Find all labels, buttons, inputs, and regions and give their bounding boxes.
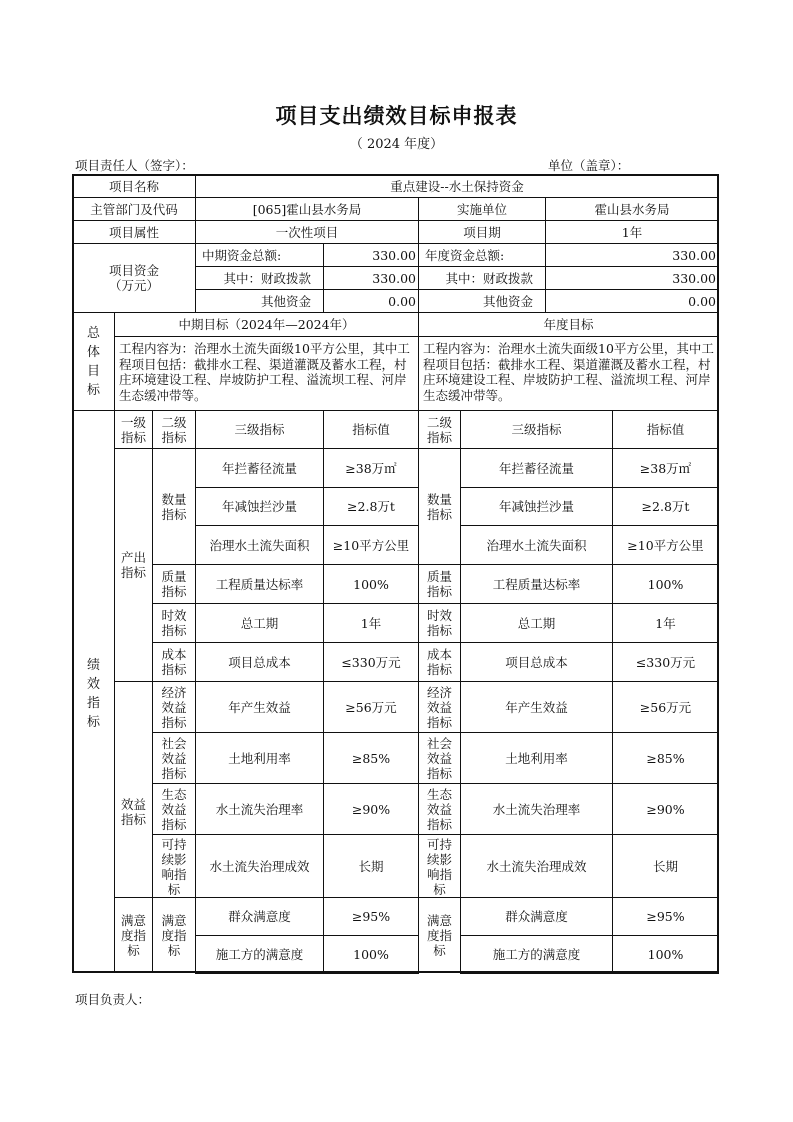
project-manager-label: 项目负责人： [75,992,151,1007]
year-goal-header: 年度目标 [418,312,719,337]
level3-cell-year: 年拦蓄径流量 [460,448,613,488]
level2-social-year [418,732,461,784]
level3-cell-year: 项目总成本 [460,642,613,682]
value-cell-year: ≥10平方公里 [612,525,719,565]
value-cell-year: ≥90% [612,783,719,835]
period-value: 1年 [545,220,719,244]
level1-benefit [114,681,153,898]
level2-cost-text: 成本指标 [161,647,187,677]
year-total-value: 330.00 [545,243,719,267]
level2-satisfaction [152,897,196,973]
col-level2-header [152,410,196,449]
level3-cell: 群众满意度 [195,897,324,936]
level3-cell-year: 施工方的满意度 [460,935,613,974]
level2-timeliness-year [418,603,461,643]
value-cell: ≥2.8万t [323,487,419,526]
level3-cell: 年产生效益 [195,681,324,733]
col-level3-header: 三级指标 [195,410,324,449]
level2-sustainable-text: 可持续影响指标 [161,837,187,897]
value-cell: ≥38万㎡ [323,448,419,488]
overall-goal-label-text: 总体目标 [86,325,100,398]
col-value-header: 指标值 [323,410,419,449]
year-total-label: 年度资金总额: [418,243,546,267]
level3-cell-year: 群众满意度 [460,897,613,936]
funds-label-line1: 项目资金 [108,263,159,278]
level3-cell-year: 年减蚀拦沙量 [460,487,613,526]
level3-cell-year: 年产生效益 [460,681,613,733]
col-level2-text-year: 二级指标 [426,414,452,445]
value-cell: ≥56万元 [323,681,419,733]
level3-cell-year: 治理水土流失面积 [460,525,613,565]
year-other-value: 0.00 [545,289,719,313]
level1-benefit-text: 效益指标 [120,797,146,827]
indicators-section-label [72,410,115,973]
level2-quantity [152,448,196,565]
page-title: 项目支出绩效目标申报表 [275,104,518,128]
level3-cell: 治理水土流失面积 [195,525,324,565]
mid-goal-text: 工程内容为：治理水土流失面级10平方公里，其中工程项目包括：截排水工程、渠道灌溉及蓄水工程，村庄环境建设工程、岸坡防护工程、溢流坝工程、河岸生态缓冲带等。 [114,336,419,411]
level2-quality [152,564,196,604]
mid-other-value: 0.00 [323,289,419,313]
project-name-value: 重点建设--水土保持资金 [195,174,719,198]
funds-label [72,243,196,313]
indicators-section-label-text: 绩效指标 [86,658,100,730]
value-cell-year: 长期 [612,834,719,898]
overall-goal-label [72,312,115,411]
mid-goal-header: 中期目标（2024年—2024年） [114,312,419,337]
level3-cell: 施工方的满意度 [195,935,324,974]
level2-ecological-year-text: 生态效益指标 [426,786,452,832]
level2-cost-year [418,642,461,682]
mid-fiscal-label: 其中：财政拨款 [195,266,324,290]
col-level3-header-year: 三级指标 [460,410,613,449]
value-cell: 100% [323,564,419,604]
col-level2-header-year [418,410,461,449]
impl-unit-value: 霍山县水务局 [545,197,719,221]
level2-quantity-text: 数量指标 [161,491,187,522]
level2-social-year-text: 社会效益指标 [426,735,452,781]
level3-cell: 工程质量达标率 [195,564,324,604]
impl-unit-label: 实施单位 [418,197,546,221]
value-cell-year: ≥2.8万t [612,487,719,526]
level3-cell-year: 总工期 [460,603,613,643]
value-cell-year: 1年 [612,603,719,643]
value-cell-year: ≥95% [612,897,719,936]
col-value-header-year: 指标值 [612,410,719,449]
level2-economic-year [418,681,461,733]
year-other-label: 其他资金 [418,289,546,313]
level3-cell: 总工期 [195,603,324,643]
level2-ecological [152,783,196,835]
level2-timeliness-text: 时效指标 [161,608,187,638]
value-cell: ≥85% [323,732,419,784]
value-cell-year: 100% [612,564,719,604]
level2-quantity-year-text: 数量指标 [426,491,452,522]
year-fiscal-value: 330.00 [545,266,719,290]
level2-sustainable-year-text: 可持续影响指标 [426,837,452,897]
value-cell: 100% [323,935,419,974]
value-cell: 1年 [323,603,419,643]
level2-quality-year [418,564,461,604]
value-cell-year: ≥38万㎡ [612,448,719,488]
mid-total-value: 330.00 [323,243,419,267]
value-cell-year: ≥56万元 [612,681,719,733]
level1-output-text: 产出指标 [120,550,146,580]
value-cell-year: 100% [612,935,719,974]
level3-cell-year: 工程质量达标率 [460,564,613,604]
col-level2-text: 二级指标 [161,414,187,445]
level2-ecological-year [418,783,461,835]
level2-ecological-text: 生态效益指标 [161,786,187,832]
mid-other-label: 其他资金 [195,289,324,313]
value-cell: ≥90% [323,783,419,835]
level3-cell-year: 水土流失治理率 [460,783,613,835]
level2-timeliness-year-text: 时效指标 [426,608,452,638]
level3-cell: 年减蚀拦沙量 [195,487,324,526]
level2-economic [152,681,196,733]
level2-cost-year-text: 成本指标 [426,647,452,677]
level1-satisfaction-text: 满意度指标 [120,912,146,958]
level2-timeliness [152,603,196,643]
funds-label-line2: （万元） [108,278,159,293]
level2-quantity-year [418,448,461,565]
level2-satisfaction-text: 满意度指标 [161,912,187,958]
level3-cell: 水土流失治理率 [195,783,324,835]
col-level1-header [114,410,153,449]
level2-economic-text: 经济效益指标 [161,684,187,730]
level3-cell: 水土流失治理成效 [195,834,324,898]
level2-social [152,732,196,784]
period-label: 项目期 [418,220,546,244]
value-cell: ≥95% [323,897,419,936]
mid-fiscal-value: 330.00 [323,266,419,290]
dept-value: [065]霍山县水务局 [195,197,419,221]
level2-quality-text: 质量指标 [161,569,187,599]
level2-sustainable [152,834,196,898]
level3-cell: 项目总成本 [195,642,324,682]
project-name-label: 项目名称 [72,174,196,198]
attr-value: 一次性项目 [195,220,419,244]
level2-cost [152,642,196,682]
level2-quality-year-text: 质量指标 [426,569,452,599]
value-cell-year: ≥85% [612,732,719,784]
attr-label: 项目属性 [72,220,196,244]
level2-social-text: 社会效益指标 [161,735,187,781]
year-fiscal-label: 其中：财政拨款 [418,266,546,290]
level3-cell: 土地利用率 [195,732,324,784]
level1-satisfaction [114,897,153,973]
value-cell: ≥10平方公里 [323,525,419,565]
col-level1-text: 一级指标 [120,414,146,445]
level2-satisfaction-year [418,897,461,973]
value-cell: 长期 [323,834,419,898]
level3-cell-year: 水土流失治理成效 [460,834,613,898]
level2-satisfaction-year-text: 满意度指标 [426,912,452,958]
value-cell: ≤330万元 [323,642,419,682]
unit-seal-label: 单位（盖章）： [548,158,630,173]
year-goal-text: 工程内容为：治理水土流失面级10平方公里，其中工程项目包括：截排水工程、渠道灌溉及蓄水工程，村庄环境建设工程、岸坡防护工程、溢流坝工程、河岸生态缓冲带等。 [418,336,719,411]
year-line: （ 2024 年度） [349,137,444,152]
level1-output [114,448,153,682]
level2-sustainable-year [418,834,461,898]
responsible-signature-label: 项目责任人（签字）： [75,158,194,173]
dept-label: 主管部门及代码 [72,197,196,221]
level3-cell-year: 土地利用率 [460,732,613,784]
level2-economic-year-text: 经济效益指标 [426,684,452,730]
level3-cell: 年拦蓄径流量 [195,448,324,488]
value-cell-year: ≤330万元 [612,642,719,682]
mid-total-label: 中期资金总额: [195,243,324,267]
